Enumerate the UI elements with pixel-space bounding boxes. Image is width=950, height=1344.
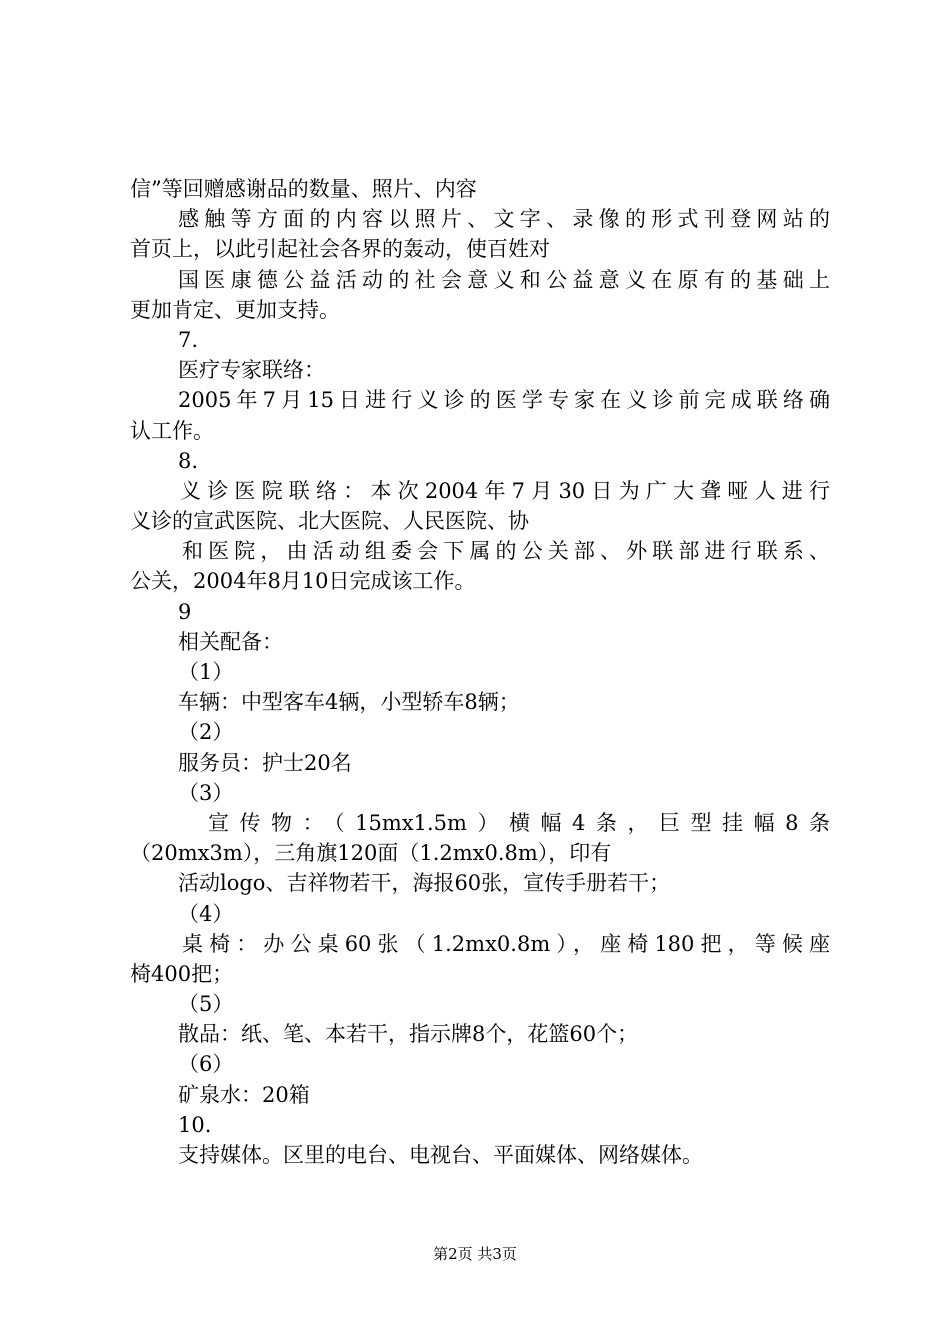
text-line: 和医院，由活动组委会下属的公关部、外联部进行联系、: [182, 539, 830, 564]
text-line: 矿泉水：20箱: [178, 1082, 310, 1107]
document-body: [130, 174, 830, 1170]
text-line: 认工作。: [130, 418, 214, 443]
text-line: 车辆：中型客车4辆，小型轿车8辆；: [178, 690, 520, 715]
text-line: 支持媒体。区里的电台、电视台、平面媒体、网络媒体。: [178, 1143, 703, 1167]
text-line: 信”等回赠感谢品的数量、照片、内容: [130, 177, 477, 201]
page-footer: 第2页 共3页: [433, 1245, 517, 1263]
text-line: 活动logo、吉祥物若干，海报60张，宣传手册若干；: [178, 871, 671, 896]
section-number: 10.: [178, 1112, 212, 1137]
section-heading: 相关配备：: [178, 629, 283, 654]
text-line: 感触等方面的内容以照片、文字、录像的形式刊登网站的: [178, 207, 830, 232]
text-line: 2005年7月15日进行义诊的医学专家在义诊前完成联络确: [178, 388, 830, 413]
list-number: （6）: [178, 1052, 234, 1077]
section-number: 9: [178, 599, 192, 624]
text-line: 椅400把；: [130, 961, 234, 986]
section-number: 7.: [178, 327, 199, 352]
list-number: （3）: [178, 780, 234, 805]
list-number: （5）: [178, 992, 234, 1017]
list-number: （2）: [178, 720, 234, 745]
text-line: 服务员：护士20名: [178, 750, 352, 775]
list-number: （4）: [178, 901, 234, 926]
text-line: 义诊的宣武医院、北大医院、人民医院、协: [130, 509, 529, 534]
text-line: 更加肯定、更加支持。: [130, 297, 340, 322]
text-line: 散品：纸、笔、本若干，指示牌8个，花篮60个；: [178, 1022, 639, 1047]
text-line: 桌椅：办公桌60张（1.2mx0.8m），座椅180把，等候座: [182, 931, 830, 956]
text-line: 公关，2004年8月10日完成该工作。: [130, 569, 476, 594]
text-line: 义诊医院联络：本次2004年7月30日为广大聋哑人进行: [180, 478, 830, 503]
text-line: 国医康德公益活动的社会意义和公益意义在原有的基础上: [178, 267, 830, 292]
list-number: （1）: [178, 660, 234, 684]
section-heading: 医疗专家联络：: [178, 358, 325, 383]
text-line: （20mx3m），三角旗120面（1.2mx0.8m），印有: [130, 841, 612, 866]
text-line: 宣传物：（15mx1.5m）横幅4条，巨型挂幅8条: [208, 810, 830, 835]
section-number: 8.: [178, 448, 199, 473]
text-line: 首页上，以此引起社会各界的轰动，使百姓对: [130, 237, 550, 262]
